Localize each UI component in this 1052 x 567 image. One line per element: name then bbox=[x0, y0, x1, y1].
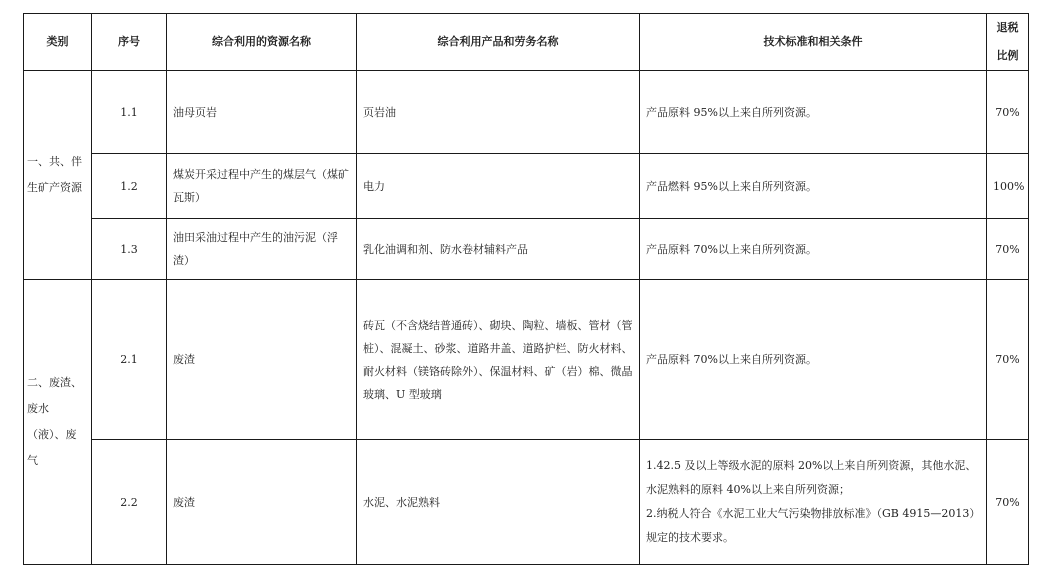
ratio-cell: 70% bbox=[987, 71, 1029, 154]
resource-cell: 废渣 bbox=[167, 280, 357, 440]
table-row bbox=[24, 219, 1029, 280]
header-seq: 序号 bbox=[92, 14, 167, 71]
category-cell: 二、废渣、废水（液）、废气 bbox=[24, 280, 92, 565]
standard-cell: 产品原料 95%以上来自所列资源。 bbox=[640, 71, 987, 154]
resource-cell: 油田采油过程中产生的油污泥（浮渣） bbox=[167, 219, 357, 280]
product-cell: 砖瓦（不含烧结普通砖）、砌块、陶粒、墙板、管材（管桩）、混凝土、砂浆、道路井盖、道路护栏、防火材料、耐火材料（镁铬砖除外）、保温材料、矿（岩）棉、微晶玻璃、U 型玻璃 bbox=[357, 280, 640, 440]
tax-refund-table bbox=[23, 13, 1029, 565]
product-cell: 乳化油调和剂、防水卷材辅料产品 bbox=[357, 219, 640, 280]
resource-cell: 废渣 bbox=[167, 440, 357, 565]
ratio-cell: 100% bbox=[987, 154, 1029, 219]
seq-cell: 1.2 bbox=[92, 154, 167, 219]
category-cell: 一、共、伴生矿产资源 bbox=[24, 71, 92, 280]
header-row bbox=[24, 14, 1029, 71]
table-row bbox=[24, 440, 1029, 565]
seq-cell: 2.2 bbox=[92, 440, 167, 565]
header-category: 类别 bbox=[24, 14, 92, 71]
header-ratio-line2: 比例 bbox=[996, 49, 1019, 62]
ratio-cell: 70% bbox=[987, 219, 1029, 280]
seq-cell: 2.1 bbox=[92, 280, 167, 440]
header-ratio-line1: 退税 bbox=[996, 21, 1019, 34]
seq-cell: 1.1 bbox=[92, 71, 167, 154]
table-row bbox=[24, 280, 1029, 440]
standard-item-2: 2.纳税人符合《水泥工业大气污染物排放标准》（GB 4915—2013）规定的技术要求。 bbox=[646, 507, 975, 544]
header-resource: 综合利用的资源名称 bbox=[167, 14, 357, 71]
table-row bbox=[24, 71, 1029, 154]
standard-cell: 产品原料 70%以上来自所列资源。 bbox=[640, 280, 987, 440]
ratio-cell: 70% bbox=[987, 280, 1029, 440]
resource-cell: 油母页岩 bbox=[167, 71, 357, 154]
table-row bbox=[24, 154, 1029, 219]
seq-cell: 1.3 bbox=[92, 219, 167, 280]
standard-cell bbox=[640, 440, 987, 565]
standard-cell: 产品燃料 95%以上来自所列资源。 bbox=[640, 154, 987, 219]
standard-cell: 产品原料 70%以上来自所列资源。 bbox=[640, 219, 987, 280]
resource-cell: 煤炭开采过程中产生的煤层气（煤矿瓦斯） bbox=[167, 154, 357, 219]
header-ratio bbox=[987, 14, 1029, 71]
ratio-cell: 70% bbox=[987, 440, 1029, 565]
standard-item-1: 1.42.5 及以上等级水泥的原料 20%以上来自所列资源，其他水泥、水泥熟料的原料 40%以上来自所列资源； bbox=[646, 459, 977, 496]
product-cell: 电力 bbox=[357, 154, 640, 219]
header-product: 综合利用产品和劳务名称 bbox=[357, 14, 640, 71]
product-cell: 水泥、水泥熟料 bbox=[357, 440, 640, 565]
header-standard: 技术标准和相关条件 bbox=[640, 14, 987, 71]
product-cell: 页岩油 bbox=[357, 71, 640, 154]
